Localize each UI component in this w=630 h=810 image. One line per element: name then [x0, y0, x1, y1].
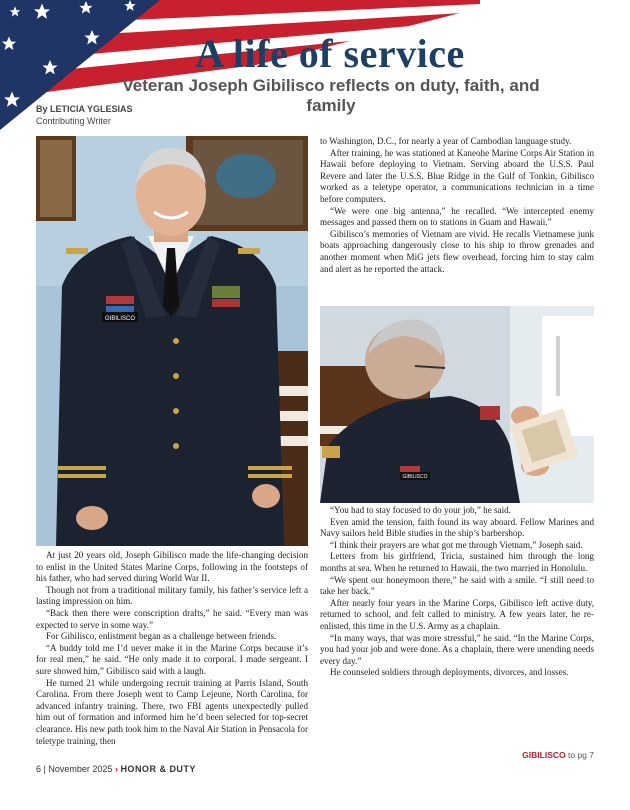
paragraph: “I think their prayers are what got me through Vietnam,” Joseph said.: [330, 539, 583, 550]
subhead: Veteran Joseph Gibilisco reflects on duty, faith, and family: [122, 76, 540, 115]
paragraph: After nearly four years in the Marine Corps, Gibilisco left active duty, returned to school, and felt called to ministry. A few years later, he re-enlisted, this time in the U.S. Army as a chaplain.: [320, 597, 594, 631]
paragraph: Even amid the tension, faith found its way aboard. Fellow Marines and Navy sailors held Bible studies in the ship’s barbershop.: [320, 516, 594, 539]
section-name: HONOR & DUTY: [120, 764, 196, 774]
article-column-left: [36, 550, 308, 747]
paragraph: to Washington, D.C., for nearly a year of Cambodian language study.: [320, 136, 572, 146]
paragraph: After training, he was stationed at Kaneohe Marine Corps Air Station in Hawaii before deploying to Vietnam. Serving aboard the U.S.S. Paul Revere and later the U.S.S. Blue Ridge in the Gulf of Tonkin, Gibilisco worked as a teletype operator, a communications technician in a time before computers.: [320, 147, 594, 204]
paragraph: He turned 21 while undergoing recruit training at Parris Island, South Carolina. From there Joseph went to Camp Lejeune, North Carolina, for advanced infantry training. There, two FBI agents unexpectedly pulled him out of formation and informed him he’d been selected for top-secret clearance. His new path took him to the Naval Air Station in Pensacola for teletype training, then: [36, 677, 308, 746]
reflection-photo: [320, 306, 594, 503]
jump-text: to pg 7: [568, 750, 594, 760]
continued-jump[interactable]: [522, 750, 594, 760]
byline: [36, 103, 133, 127]
paragraph: For Gibilisco, enlistment began as a challenge between friends.: [46, 631, 277, 642]
article-column-right-top: [320, 136, 594, 275]
paragraph: “We were one big antenna,” he recalled. “We intercepted enemy messages and passed them on to stations in Guam and Hawaii.”: [320, 205, 594, 228]
byline-role: Contributing Writer: [36, 116, 111, 126]
page-footer: 6 | November 2025 › HONOR & DUTY: [36, 764, 196, 774]
portrait-nameplate: GIBILISCO: [104, 316, 136, 322]
paragraph: Though not from a traditional military family, his father’s service left a lasting impression on him.: [36, 584, 308, 607]
paragraph: “Back then there were conscription drafts,” he said. “Every man was expected to serve in some way.”: [36, 607, 308, 630]
paragraph: Letters from his girlfriend, Tricia, sustained him through the long months at sea. When he returned to Hawaii, the two married in Honolulu.: [320, 551, 594, 573]
article-column-right-bottom: [320, 505, 594, 679]
paragraph: He counseled soldiers through deployments, divorces, and losses.: [330, 667, 569, 678]
headline: A life of service: [195, 31, 465, 76]
page-number: 6: [36, 764, 42, 774]
issue-date: November 2025: [48, 764, 113, 774]
byline-prefix: By: [36, 104, 48, 114]
chevron-right-icon: ›: [114, 764, 118, 774]
paragraph: Gibilisco’s memories of Vietnam are vivid. He recalls Vietnamese junk boats approaching dangerously close to his ship to throw grenades and another moment when MiG jets flew overhead, forcing him to stay calm and alert as he reported the attack.: [320, 228, 594, 274]
paragraph: “You had to stay focused to do your job,” he said.: [330, 505, 511, 515]
jump-keyword: GIBILISCO: [522, 750, 566, 760]
byline-author: LETICIA YGLESIAS: [50, 104, 133, 114]
paragraph: “We spent our honeymoon there,” he said with a smile. “I still need to take her back.”: [320, 574, 594, 597]
portrait-photo: [36, 136, 308, 546]
paragraph: At just 20 years old, Joseph Gibilisco made the life-changing decision to enlist in the United States Marine Corps, following in the footsteps of his father, who had served during World War II.: [36, 550, 308, 584]
paragraph: “In many ways, that was more stressful,” he said. “In the Marine Corps, you had your job and were done. As a chaplain, there were unending needs every day.”: [320, 632, 594, 666]
paragraph: “A buddy told me I’d never make it in the Marine Corps because it’s for real men,” he said. “He only made it to corporal. I made sergeant. I sure showed him,” Gibilisco said with a laugh.: [36, 642, 308, 676]
reflection-nameplate: GIBILISCO: [402, 474, 428, 480]
